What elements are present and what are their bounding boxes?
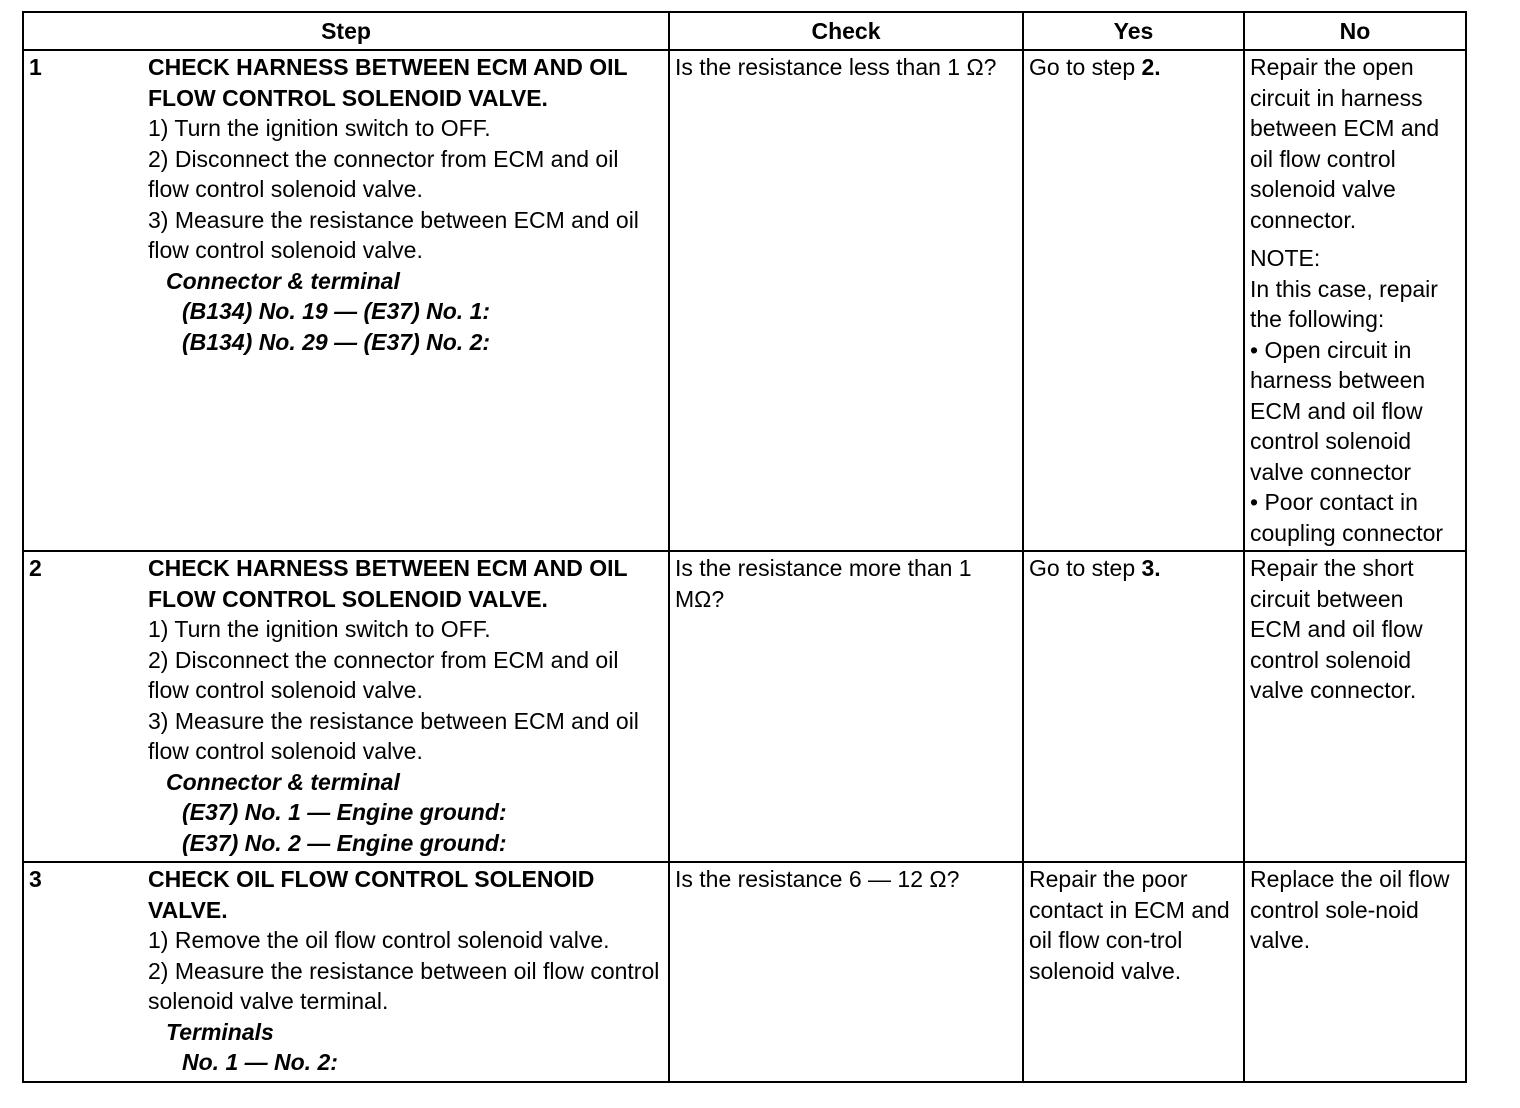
- substep: 1) Turn the ignition switch to OFF.: [148, 115, 491, 141]
- connector-item: (E37) No. 2 — Engine ground:: [182, 829, 507, 856]
- connector-title: Connector & terminal: [166, 267, 400, 294]
- check-cell: Is the resistance 6 — 12 Ω?: [669, 862, 1023, 1082]
- substep: 2) Measure the resistance between oil flow control solenoid valve terminal.: [148, 957, 660, 1014]
- step-title: CHECK HARNESS BETWEEN ECM AND OIL FLOW CONTROL SOLENOID VALVE.: [148, 54, 628, 111]
- note-text: In this case, repair the following:: [1250, 275, 1438, 332]
- no-cell: [1244, 50, 1466, 551]
- step-cell: [23, 50, 669, 551]
- note-bullet: • Open circuit in harness between ECM and oil flow control solenoid valve connector: [1250, 336, 1426, 485]
- no-cell: Replace the oil flow control sole-noid valve.: [1244, 862, 1466, 1082]
- substep: 2) Disconnect the connector from ECM and oil flow control solenoid valve.: [148, 646, 619, 703]
- table-row: [23, 551, 1466, 862]
- connector-item: (E37) No. 1 — Engine ground:: [182, 799, 507, 825]
- yes-cell: Repair the poor contact in ECM and oil flow con-trol solenoid valve.: [1023, 862, 1244, 1082]
- table-row: [23, 50, 1466, 551]
- header-step: Step: [23, 12, 669, 50]
- connector-item: (B134) No. 19 — (E37) No. 1:: [182, 298, 491, 324]
- substep: 3) Measure the resistance between ECM and oil flow control solenoid valve.: [148, 707, 639, 764]
- check-cell: Is the resistance less than 1 Ω?: [669, 50, 1023, 551]
- check-cell: Is the resistance more than 1 MΩ?: [669, 551, 1023, 862]
- note-bullet: • Poor contact in coupling connector: [1250, 489, 1444, 546]
- connector-item: (B134) No. 29 — (E37) No. 2:: [182, 328, 491, 355]
- step-cell: [23, 862, 669, 1082]
- substep: 2) Disconnect the connector from ECM and oil flow control solenoid valve.: [148, 145, 619, 202]
- connector-item: No. 1 — No. 2:: [182, 1049, 338, 1075]
- substep: 1) Turn the ignition switch to OFF.: [148, 616, 491, 642]
- step-title: CHECK HARNESS BETWEEN ECM AND OIL FLOW CONTROL SOLENOID VALVE.: [148, 555, 628, 612]
- step-number: 3: [29, 866, 42, 892]
- yes-step-ref: 3.: [1141, 555, 1161, 581]
- no-text: Repair the open circuit in harness between ECM and oil flow control solenoid valve connector.: [1250, 54, 1440, 233]
- yes-step-ref: 2.: [1141, 54, 1161, 80]
- header-check: Check: [669, 12, 1023, 50]
- table-header-row: [23, 12, 1466, 50]
- connector-title: Terminals: [166, 1018, 274, 1045]
- yes-prefix: Go to step: [1029, 555, 1142, 581]
- yes-cell: [1023, 50, 1244, 551]
- no-cell: Repair the short circuit between ECM and oil flow control solenoid valve connector.: [1244, 551, 1466, 862]
- table-row: [23, 862, 1466, 1082]
- step-number: 1: [29, 54, 42, 80]
- yes-prefix: Go to step: [1029, 54, 1142, 80]
- diagnostic-table: [22, 11, 1467, 1083]
- step-cell: [23, 551, 669, 862]
- yes-cell: [1023, 551, 1244, 862]
- step-number: 2: [29, 555, 42, 581]
- note-label: NOTE:: [1250, 245, 1321, 271]
- substep: 1) Remove the oil flow control solenoid valve.: [148, 927, 610, 953]
- header-no: No: [1244, 12, 1466, 50]
- step-title: CHECK OIL FLOW CONTROL SOLENOID VALVE.: [148, 866, 595, 923]
- substep: 3) Measure the resistance between ECM and oil flow control solenoid valve.: [148, 206, 639, 263]
- header-yes: Yes: [1023, 12, 1244, 50]
- connector-title: Connector & terminal: [166, 768, 400, 795]
